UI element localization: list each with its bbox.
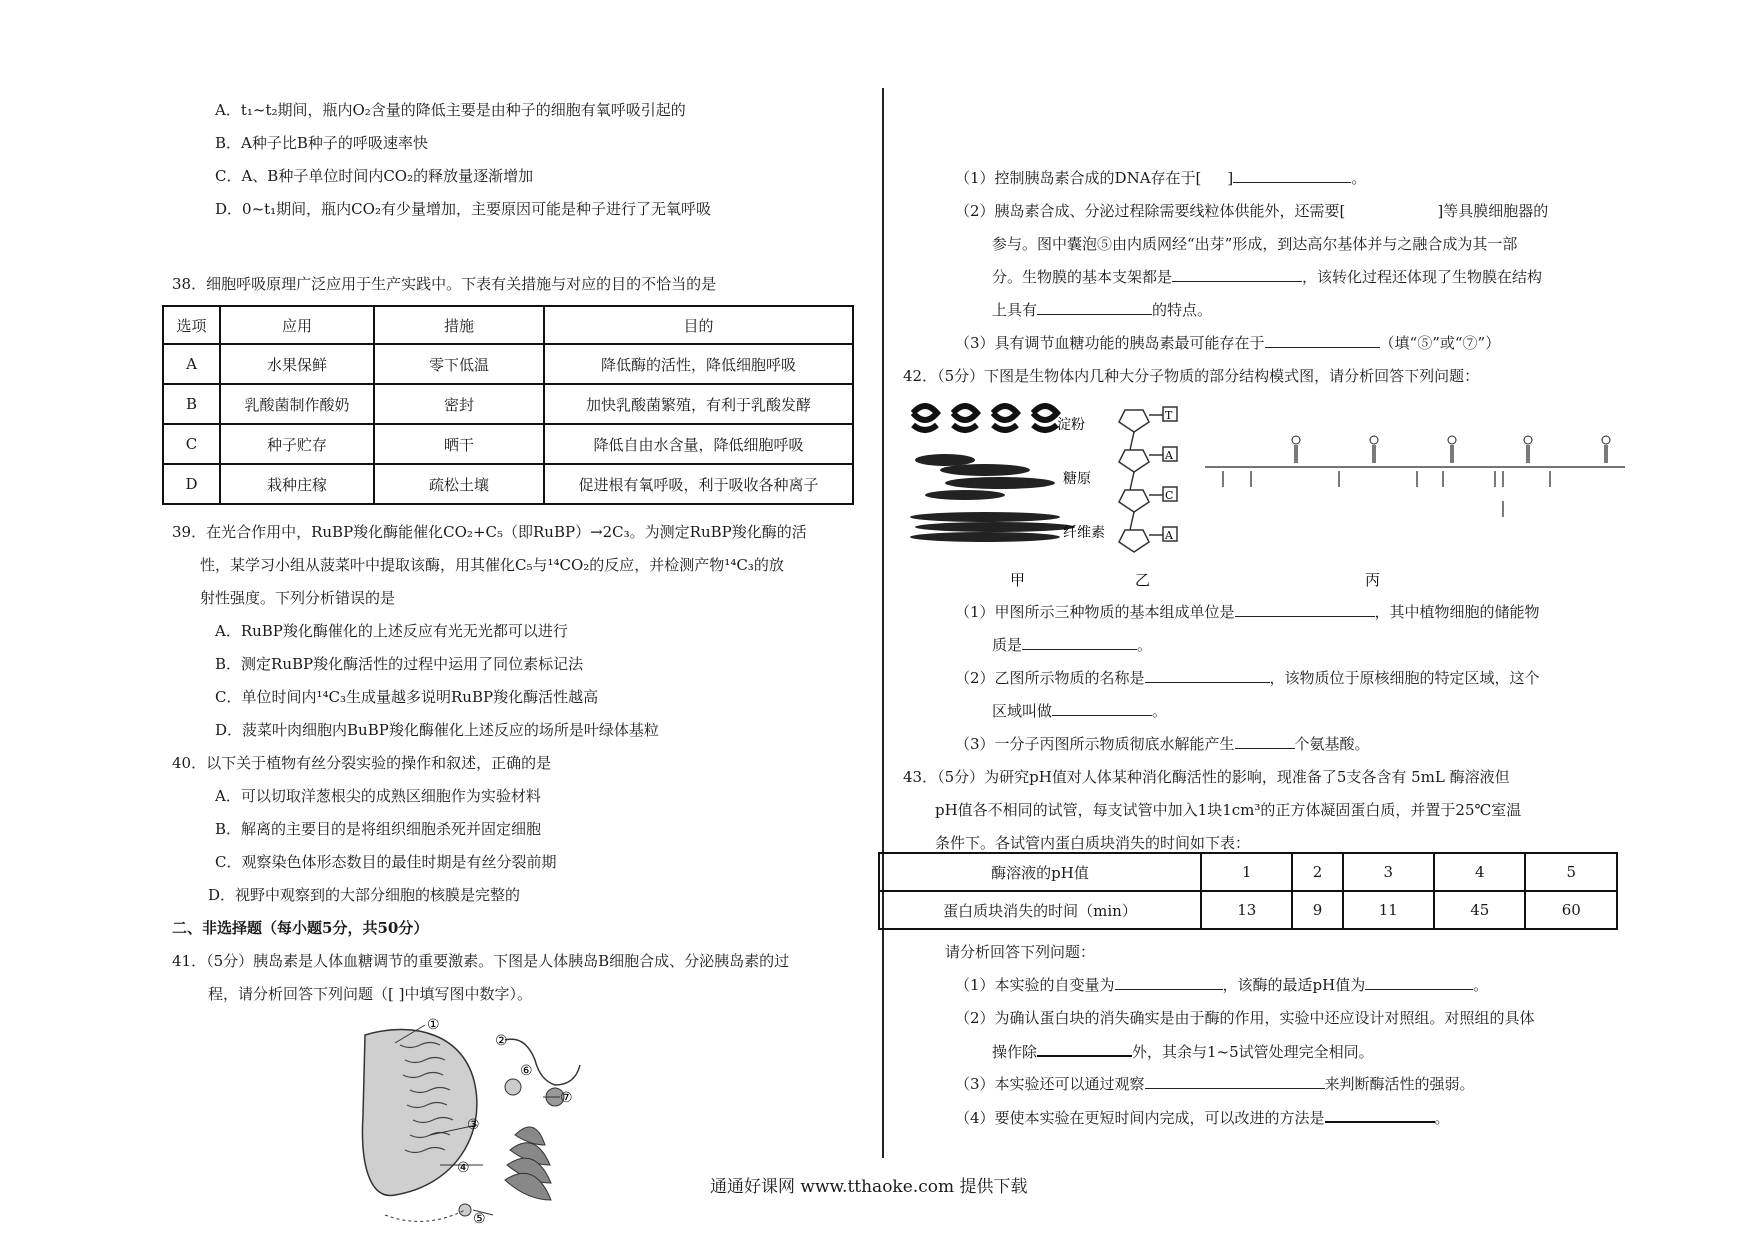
figure-label: ④ [457, 1160, 470, 1176]
table-header: 蛋白质块消失的时间（min） [879, 891, 1201, 929]
q41-sub-2-cont3: 上具有 的特点。 [992, 301, 1213, 319]
q41-sub-2-cont: 参与。图中囊泡⑤由内质网经“出芽”形成，到达高尔基体并与之融合成为其一部 [992, 235, 1518, 253]
q37-option-c: C．A、B种子单位时间内CO₂的释放量逐渐增加 [215, 167, 534, 185]
table-cell: 降低酶的活性，降低细胞呼吸 [544, 344, 853, 384]
table-cell: A [163, 344, 220, 384]
q43-sub-1: （1）本实验的自变量为 ，该酶的最适pH值为 。 [955, 976, 1489, 994]
q42-sub-1: （1）甲图所示三种物质的基本组成单位是 ，其中植物细胞的储能物 [955, 603, 1540, 621]
q40-stem: 40．以下关于植物有丝分裂实验的操作和叙述，正确的是 [172, 754, 552, 772]
q43-sub-4: （4）要使本实验在更短时间内完成，可以改进的方法是 。 [955, 1109, 1450, 1127]
fig-name: 丙 [1365, 571, 1381, 589]
base-label: T [1165, 409, 1173, 422]
table-cell: 4 [1434, 853, 1525, 891]
table-header: 措施 [374, 306, 544, 344]
page-footer: 通通好课网 www.tthaoke.com 提供下载 [710, 1177, 1028, 1197]
q43-sub-2: （2）为确认蛋白块的消失确实是由于酶的作用，实验中还应设计对照组。对照组的具体 [955, 1009, 1535, 1027]
table-cell: 促进根有氧呼吸，利于吸收各种离子 [544, 464, 853, 504]
q39-option-a: A．RuBP羧化酶催化的上述反应有光无光都可以进行 [215, 622, 568, 640]
q43-ask: 请分析回答下列问题： [945, 943, 1096, 961]
q40-option-d: D．视野中观察到的大部分细胞的核膜是完整的 [208, 886, 521, 904]
table-cell: 13 [1201, 891, 1292, 929]
q37-option-d: D．0~t₁期间，瓶内CO₂有少量增加，主要原因可能是种子进行了无氧呼吸 [215, 200, 711, 218]
q41-sub-1: （1）控制胰岛素合成的DNA存在于[ ] 。 [955, 169, 1367, 187]
figure-label: ⑥ [520, 1063, 533, 1079]
base-label: C [1165, 489, 1174, 502]
q40-option-c: C．观察染色体形态数目的最佳时期是有丝分裂前期 [215, 853, 557, 871]
q39-option-d: D．菠菜叶肉细胞内BuBP羧化酶催化上述反应的场所是叶绿体基粒 [215, 721, 659, 739]
q40-option-b: B．解离的主要目的是将组织细胞杀死并固定细胞 [215, 820, 542, 838]
q41-stem-1: 41．（5分）胰岛素是人体血糖调节的重要激素。下图是人体胰岛B细胞合成、分泌胰岛素的过 [172, 952, 790, 970]
q43-sub-2-cont: 操作除 外，其余与1~5试管处理完全相同。 [992, 1043, 1374, 1061]
figure-label: ② [495, 1033, 508, 1049]
fig-name: 乙 [1135, 571, 1151, 589]
figure-label: ⑦ [560, 1090, 573, 1106]
figure-label: ⑤ [473, 1211, 486, 1227]
table-cell: 疏松土壤 [374, 464, 544, 504]
table-header: 选项 [163, 306, 220, 344]
q37-option-b: B．A种子比B种子的呼吸速率快 [215, 134, 428, 152]
table-cell: 降低自由水含量，降低细胞呼吸 [544, 424, 853, 464]
table-cell: 栽种庄稼 [220, 464, 374, 504]
q38-table [162, 305, 854, 505]
fig-name: 甲 [1010, 571, 1026, 589]
table-cell: D [163, 464, 220, 504]
figure-label: ① [427, 1017, 440, 1033]
table-cell: 3 [1343, 853, 1434, 891]
table-cell: 晒干 [374, 424, 544, 464]
table-cell: 水果保鲜 [220, 344, 374, 384]
table-cell: C [163, 424, 220, 464]
q41-sub-2: （2）胰岛素合成、分泌过程除需要线粒体供能外，还需要[ ]等具膜细胞器的 [955, 202, 1549, 220]
table-cell: 种子贮存 [220, 424, 374, 464]
q39-option-c: C．单位时间内¹⁴C₃生成量越多说明RuBP羧化酶活性越高 [215, 688, 599, 706]
q39-stem-3: 射性强度。下列分析错误的是 [200, 589, 396, 607]
base-label: A [1165, 449, 1173, 462]
macromolecule-figure [905, 395, 1645, 590]
table-cell: 加快乳酸菌繁殖，有利于乳酸发酵 [544, 384, 853, 424]
q41-sub-3: （3）具有调节血糖功能的胰岛素最可能存在于 （填“⑤”或“⑦”） [955, 334, 1501, 352]
q38-stem: 38．细胞呼吸原理广泛应用于生产实践中。下表有关措施与对应的目的不恰当的是 [172, 275, 717, 293]
table-cell: 密封 [374, 384, 544, 424]
q37-option-a: A．t₁~t₂期间，瓶内O₂含量的降低主要是由种子的细胞有氧呼吸引起的 [215, 101, 686, 119]
table-cell: B [163, 384, 220, 424]
pancreatic-cell-figure [355, 1015, 615, 1230]
table-cell: 乳酸菌制作酸奶 [220, 384, 374, 424]
label-cellulose: 纤维素 [1063, 525, 1105, 541]
table-cell: 11 [1343, 891, 1434, 929]
table-cell: 2 [1292, 853, 1342, 891]
q42-stem: 42．（5分）下图是生物体内几种大分子物质的部分结构模式图，请分析回答下列问题： [903, 367, 1480, 385]
table-cell: 5 [1525, 853, 1617, 891]
q39-stem-2: 性，某学习小组从菠菜叶中提取该酶，用其催化C₅与¹⁴CO₂的反应，并检测产物¹⁴C₃的放 [200, 556, 784, 574]
label-glycogen: 糖原 [1063, 471, 1091, 487]
q40-option-a: A．可以切取洋葱根尖的成熟区细胞作为实验材料 [215, 787, 541, 805]
column-divider [882, 88, 884, 1158]
table-cell: 60 [1525, 891, 1617, 929]
q42-sub-2-cont: 区域叫做 。 [992, 702, 1168, 720]
q41-sub-2-cont2: 分。生物膜的基本支架都是 ，该转化过程还体现了生物膜在结构 [992, 268, 1543, 286]
label-starch: 淀粉 [1057, 417, 1085, 433]
figure-label: ③ [467, 1117, 480, 1133]
q39-stem-1: 39．在光合作用中，RuBP羧化酶能催化CO₂+C₅（即RuBP）→2C₃。为测定RuBP羧化酶的活 [172, 523, 807, 541]
q43-stem-3: 条件下。各试管内蛋白质块消失的时间如下表： [935, 834, 1251, 852]
table-header: 应用 [220, 306, 374, 344]
q43-table [878, 852, 1618, 930]
table-cell: 零下低温 [374, 344, 544, 384]
table-header: 目的 [544, 306, 853, 344]
table-cell: 9 [1292, 891, 1342, 929]
table-cell: 45 [1434, 891, 1525, 929]
table-cell: 1 [1201, 853, 1292, 891]
q42-sub-3: （3）一分子丙图所示物质彻底水解能产生 个氨基酸。 [955, 735, 1370, 753]
q42-sub-2: （2）乙图所示物质的名称是 ，该物质位于原核细胞的特定区域，这个 [955, 669, 1540, 687]
table-header: 酶溶液的pH值 [879, 853, 1201, 891]
q43-sub-3: （3）本实验还可以通过观察 来判断酶活性的强弱。 [955, 1075, 1475, 1093]
q41-stem-2: 程，请分析回答下列问题（[ ]中填写图中数字）。 [208, 985, 532, 1003]
q43-stem-1: 43．（5分）为研究pH值对人体某种消化酶活性的影响，现准备了5支各含有 5mL 酶溶液但 [903, 768, 1510, 786]
base-label: A [1165, 529, 1173, 542]
q43-stem-2: pH值各不相同的试管，每支试管中加入1块1cm³的正方体凝固蛋白质，并置于25℃室温 [935, 801, 1522, 819]
q39-option-b: B．测定RuBP羧化酶活性的过程中运用了同位素标记法 [215, 655, 584, 673]
section-heading: 二、非选择题（每小题5分，共50分） [172, 919, 429, 937]
q42-sub-1-cont: 质是 。 [992, 636, 1153, 654]
